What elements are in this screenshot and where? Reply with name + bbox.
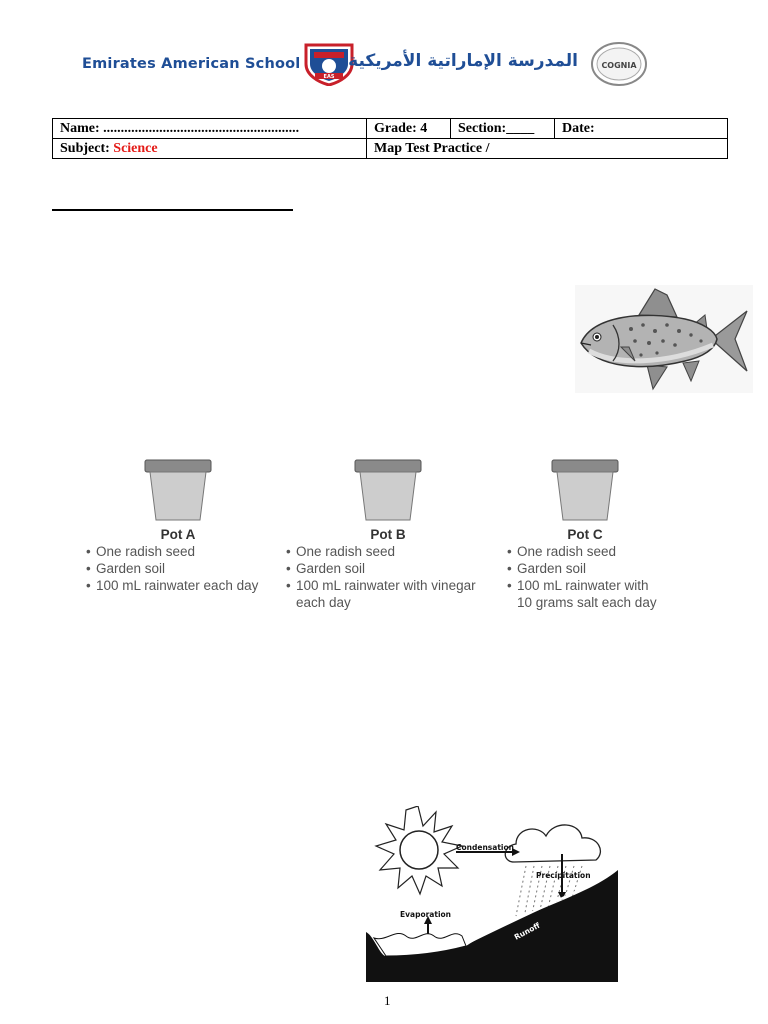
svg-text:Runoff: Runoff	[512, 920, 542, 942]
list-item: • Garden soil	[507, 561, 587, 576]
subject-cell: Subject: Science	[53, 139, 367, 159]
test-title-cell: Map Test Practice /	[367, 139, 728, 159]
grade-cell: Grade: 4	[367, 119, 451, 139]
svg-text:EAS: EAS	[323, 74, 335, 80]
page-number: 1	[384, 993, 391, 1008]
subject-value: Science	[113, 140, 158, 156]
pot-c-title: Pot C	[567, 527, 603, 542]
svg-text:COGNIA: COGNIA	[601, 61, 637, 70]
pot-c-illustration	[549, 458, 621, 522]
pot-a-description	[86, 526, 276, 594]
list-item: • One radish seed	[286, 544, 396, 559]
date-cell[interactable]: Date:	[555, 119, 728, 139]
section-cell[interactable]: Section:____	[451, 119, 555, 139]
svg-text:Evaporation: Evaporation	[400, 910, 452, 919]
pot-b-title: Pot B	[370, 527, 406, 542]
list-item: • Garden soil	[86, 561, 166, 576]
student-info-table	[52, 118, 728, 159]
list-item-continuation: each day	[296, 595, 351, 610]
list-item: • 100 mL rainwater each day	[86, 578, 259, 593]
cognia-accreditation-logo	[590, 42, 648, 86]
heading-underline	[52, 209, 293, 211]
svg-text:Precipitation: Precipitation	[536, 871, 591, 880]
water-cycle-diagram	[366, 806, 618, 982]
pot-b-illustration	[352, 458, 424, 522]
list-item: • 100 mL rainwater with vinegar	[286, 578, 476, 593]
name-cell[interactable]: Name: ........................................................	[53, 119, 367, 139]
list-item: • One radish seed	[86, 544, 196, 559]
pot-a-illustration	[142, 458, 214, 522]
list-item: • 100 mL rainwater with	[507, 578, 649, 593]
fish-illustration	[575, 285, 753, 393]
list-item-continuation: 10 grams salt each day	[517, 595, 657, 610]
svg-text:Condensation: Condensation	[456, 843, 514, 852]
pot-c-description	[507, 526, 687, 611]
list-item: • One radish seed	[507, 544, 617, 559]
school-name-english: Emirates American School	[82, 56, 301, 72]
pot-a-title: Pot A	[160, 527, 196, 542]
list-item: • Garden soil	[286, 561, 366, 576]
school-name-arabic: المدرسة الإماراتية الأمريكية	[348, 51, 578, 71]
pot-b-description	[286, 526, 496, 611]
